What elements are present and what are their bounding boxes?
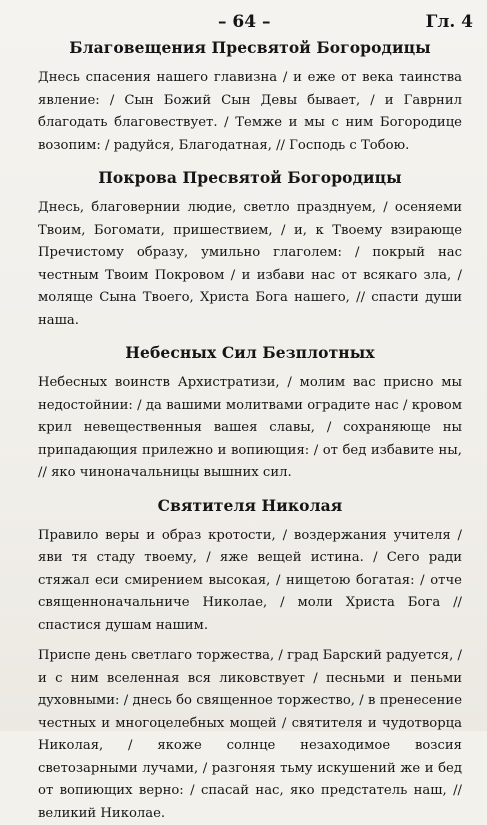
troparion-text: Правило веры и образ кротости, / воздержания учителя / яви тя стаду твоему, / яже вещей истина. / Сего ради стяжал еси смирением высокая, / нищетою богатая: / отче священноначальниче Николае, / моли Христа Бога // спастися душам нашим. xyxy=(38,525,462,638)
chapter-label: Гл. 4 xyxy=(426,12,473,32)
troparion-text: Днесь спасения нашего главизна / и еже от века таинства явление: / Сын Божий Сын Девы бывает, / и Гаврнил благодать благовествует. / Темже и мы с ним Богородице возопим: / радуйся, Благодатная, // Господь с Тобою. xyxy=(38,67,462,157)
troparion-text: Днесь, благовернии людие, светло празднуем, / осеняеми Твоим, Богомати, пришествием, / и, к Твоему взирающе Пречистому образу, умильно глаголем: / покрый нас честным Твоим Покровом / и избави нас от всякаго зла, / моляще Сына Твоего, Христа Бога нашего, // спасти души наша. xyxy=(38,197,462,332)
section-annunciation xyxy=(38,38,462,157)
page-header xyxy=(0,12,487,36)
section-title: Святителя Николая xyxy=(38,496,462,516)
section-protection xyxy=(38,168,462,332)
page-content xyxy=(38,38,462,825)
section-title: Покрова Пресвятой Богородицы xyxy=(38,168,462,188)
section-bodiless-powers xyxy=(38,343,462,485)
section-title: Благовещения Пресвятой Богородицы xyxy=(38,38,462,58)
section-title: Небесных Сил Безплотных xyxy=(38,343,462,363)
section-saint-nicholas xyxy=(38,496,462,825)
page-number: – 64 – xyxy=(218,12,271,32)
troparion-text: Приспе день светлаго торжества, / град Барский радуется, / и с ним вселенная вся ликовствует / песньми и пеньми духовными: / днесь бо священное торжество, / в пренесение честных и многоцелебных мощей / святителя и чудотворца Николая, / якоже солнце незаходимое возсия светозарными лучами, / разгоняя тьму искушений же и бед от вопиющих верно: / спасай нас, яко предстатель наш, // великий Николае. xyxy=(38,645,462,825)
troparion-text: Небесных воинств Архистратизи, / молим вас присно мы недостойнии: / да вашими молитвами оградите нас / кровом крил невещественныя вашея славы, / сохраняюще ны припадающия прилежно и вопиющия: / от бед избавите ны, // яко чиноначальницы вышних сил. xyxy=(38,372,462,485)
